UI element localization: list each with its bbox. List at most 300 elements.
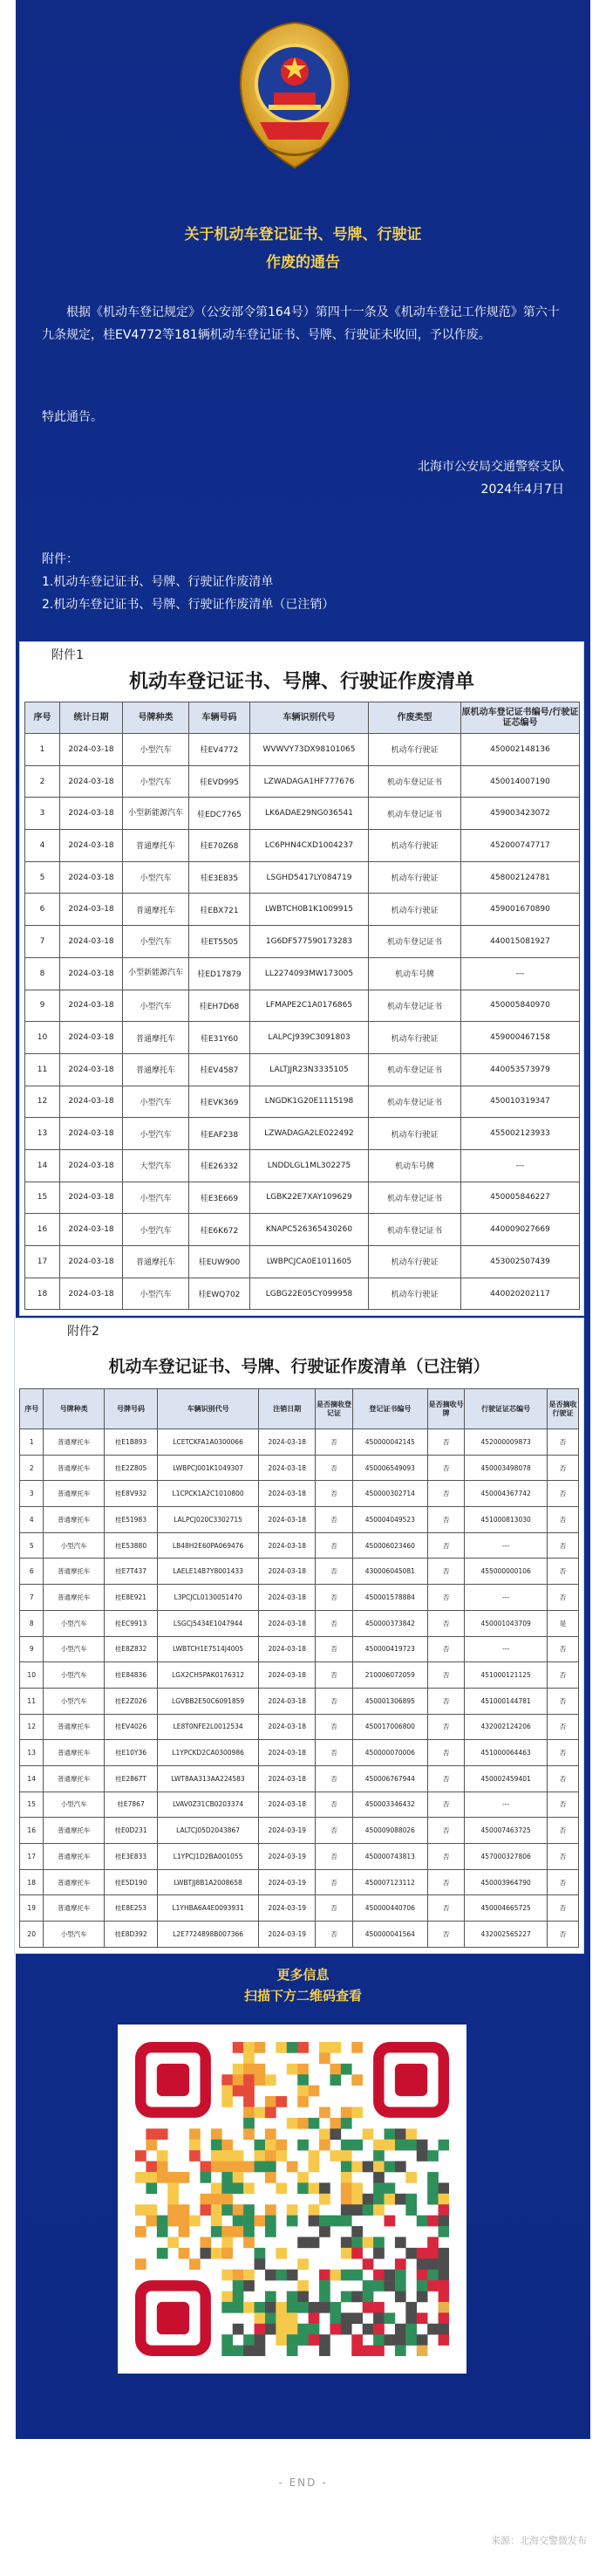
table-cell: 14 (20, 1765, 44, 1792)
table-cell: 否 (548, 1922, 579, 1948)
table-cell: 2024-03-18 (259, 1636, 316, 1662)
attachment2-label: 附件2 (67, 1325, 99, 1339)
table-cell: 桂E7867 (104, 1792, 157, 1818)
table-cell: 12 (25, 1086, 60, 1118)
table-cell: 机动车登记证书 (369, 926, 461, 958)
table-cell: 2024-03-18 (60, 1086, 123, 1118)
issue-date: 2024年4月7日 (480, 483, 564, 497)
table-cell: 8 (20, 1610, 44, 1636)
table-cell: 桂EV4026 (104, 1714, 157, 1740)
table-row (25, 861, 580, 894)
table-cell: 否 (548, 1765, 579, 1792)
table-cell: 8 (25, 957, 60, 990)
table-cell: LALTCJ05D2043867 (158, 1818, 259, 1844)
table-cell: 桂E5D190 (104, 1869, 157, 1895)
table-cell: 450000041564 (352, 1922, 427, 1948)
table-cell: 桂E1B893 (104, 1429, 157, 1456)
table-cell: 小型汽车 (123, 765, 189, 798)
table-cell: 19 (20, 1895, 44, 1922)
table-cell: 452000747717 (461, 830, 580, 862)
table-cell: 否 (316, 1559, 352, 1585)
table-cell: 桂EWQ702 (189, 1278, 250, 1310)
sheet2-header-2: 号牌号码 (104, 1389, 157, 1429)
table-cell: 否 (428, 1455, 465, 1481)
table-cell: KNAPC526365430260 (250, 1214, 369, 1246)
sheet1-header-3: 车辆号码 (189, 702, 250, 734)
table-cell: WVWVY73DX98101065 (250, 734, 369, 766)
table-cell: LALTJJR23N3335105 (250, 1053, 369, 1086)
table-cell: 2024-03-18 (60, 894, 123, 926)
table-cell: 桂ED17879 (189, 957, 250, 990)
table-row (20, 1429, 579, 1456)
table-cell: 1G6DF577590173283 (250, 926, 369, 958)
table-cell: 2024-03-18 (259, 1559, 316, 1585)
table-cell: 机动车登记证书 (369, 1086, 461, 1118)
table-cell: 否 (428, 1507, 465, 1533)
table-cell: 小型汽车 (44, 1662, 105, 1689)
table-cell: 机动车行驶证 (369, 894, 461, 926)
table-cell: 否 (316, 1662, 352, 1689)
table-cell: 2024-03-18 (60, 765, 123, 798)
table-cell: 459000467158 (461, 1022, 580, 1054)
table-cell: 否 (428, 1610, 465, 1636)
table-cell: 桂E8Z832 (104, 1636, 157, 1662)
table-cell: LALPCJ939C3091803 (250, 1022, 369, 1054)
table-cell: 458002124781 (461, 861, 580, 894)
table-cell: L1YPCJ1D2BA001055 (158, 1844, 259, 1870)
table-cell: 440053573979 (461, 1053, 580, 1086)
table-cell: --- (465, 1532, 548, 1559)
table-row (20, 1869, 579, 1895)
table-cell: 450000042145 (352, 1429, 427, 1456)
table-cell: 18 (25, 1278, 60, 1310)
sheet1-header-6: 原机动车登记证书编号/行驶证证芯编号 (461, 702, 580, 734)
table-cell: L2E7724898B007366 (158, 1922, 259, 1948)
table-cell: 4 (25, 830, 60, 862)
table-row (20, 1662, 579, 1689)
table-cell: 否 (428, 1740, 465, 1766)
table-row (25, 798, 580, 830)
table-cell: 2024-03-18 (60, 798, 123, 830)
table-cell: LFMAPE2C1A0176865 (250, 990, 369, 1022)
table-cell: 15 (20, 1792, 44, 1818)
table-cell: 459001670890 (461, 894, 580, 926)
attachment1-table (24, 702, 580, 1310)
table-cell: 2024-03-18 (259, 1455, 316, 1481)
table-row (25, 894, 580, 926)
table-cell: 450004367742 (465, 1481, 548, 1507)
table-cell: 否 (316, 1895, 352, 1922)
qr-code-card[interactable] (118, 2024, 466, 2374)
table-cell: 否 (548, 1818, 579, 1844)
table-row (20, 1610, 579, 1636)
table-cell: LWBPCJCA0E1011605 (250, 1246, 369, 1278)
table-cell: 432002565227 (465, 1922, 548, 1948)
table-cell: 455002123933 (461, 1118, 580, 1150)
table-cell: 451000144781 (465, 1688, 548, 1714)
table-row (25, 1053, 580, 1086)
table-cell: 普通摩托车 (44, 1429, 105, 1456)
table-cell: 450000743813 (352, 1844, 427, 1870)
table-cell: 450004665725 (465, 1895, 548, 1922)
table-row (20, 1922, 579, 1948)
notice-title-line2: 作废的通告 (266, 254, 340, 271)
table-cell: 否 (548, 1429, 579, 1456)
table-cell: 否 (428, 1585, 465, 1611)
table-cell: 机动车登记证书 (369, 1182, 461, 1214)
table-cell: 11 (20, 1688, 44, 1714)
table-cell: 450003498078 (465, 1455, 548, 1481)
table-cell: 否 (548, 1636, 579, 1662)
table-cell: 3 (25, 798, 60, 830)
table-cell: 小型新能源汽车 (123, 798, 189, 830)
table-cell: 桂E6K672 (189, 1214, 250, 1246)
end-marker: - END - (278, 2477, 328, 2489)
table-cell: 否 (316, 1792, 352, 1818)
table-cell: 2024-03-18 (259, 1714, 316, 1740)
table-cell: LCETCKFA1A0300066 (158, 1429, 259, 1456)
table-cell: 小型汽车 (123, 990, 189, 1022)
attachment1-label: 附件1 (51, 648, 84, 662)
table-cell: LE8T0NFE2L0012534 (158, 1714, 259, 1740)
table-cell: --- (465, 1585, 548, 1611)
table-cell: 否 (428, 1532, 465, 1559)
table-cell: 12 (20, 1714, 44, 1740)
table-cell: L3PCJCL0130051470 (158, 1585, 259, 1611)
table-cell: 桂EUW900 (189, 1246, 250, 1278)
table-cell: 450003346432 (352, 1792, 427, 1818)
table-cell: 2024-03-18 (60, 1278, 123, 1310)
table-cell: LGX2CH5PAK0176312 (158, 1662, 259, 1689)
table-cell: 9 (20, 1636, 44, 1662)
table-cell: 小型汽车 (44, 1922, 105, 1948)
table-cell: 普通摩托车 (123, 1246, 189, 1278)
table-cell: 小型汽车 (44, 1688, 105, 1714)
sheet2-header-5: 是否摘收登记证 (316, 1389, 352, 1429)
table-cell: 桂E8D392 (104, 1922, 157, 1948)
table-cell: 是 (548, 1610, 579, 1636)
table-cell: 普通摩托车 (44, 1481, 105, 1507)
table-cell: 451000064463 (465, 1740, 548, 1766)
table-cell: 桂EAF238 (189, 1118, 250, 1150)
table-cell: 小型新能源汽车 (123, 957, 189, 990)
table-cell: LWBTCH1E7514J4005 (158, 1636, 259, 1662)
table-cell: 450010319347 (461, 1086, 580, 1118)
table-cell: 桂E7T437 (104, 1559, 157, 1585)
table-row (20, 1559, 579, 1585)
table-cell: LC6PHN4CXD1004237 (250, 830, 369, 862)
table-cell: 桂E3E669 (189, 1182, 250, 1214)
table-cell: 桂E26332 (189, 1149, 250, 1182)
table-row (25, 765, 580, 798)
table-cell: 普通摩托车 (44, 1714, 105, 1740)
table-cell: LSGCJ5434E1047944 (158, 1610, 259, 1636)
table-cell: 桂EV4772 (189, 734, 250, 766)
table-cell: 否 (548, 1481, 579, 1507)
table-row (20, 1895, 579, 1922)
police-emblem-icon (234, 17, 356, 175)
table-cell: 普通摩托车 (123, 1053, 189, 1086)
table-cell: 450002148136 (461, 734, 580, 766)
table-cell: 2024-03-18 (60, 1022, 123, 1054)
table-cell: 小型汽车 (123, 861, 189, 894)
table-row (20, 1481, 579, 1507)
table-cell: 451000121125 (465, 1662, 548, 1689)
table-cell: 440015081927 (461, 926, 580, 958)
table-cell: 2024-03-18 (259, 1662, 316, 1689)
sheet2-header-3: 车辆识别代号 (158, 1389, 259, 1429)
table-cell: 普通摩托车 (44, 1895, 105, 1922)
table-cell: LGBG22E05CY099958 (250, 1278, 369, 1310)
table-cell: LVAV0Z31CB0203374 (158, 1792, 259, 1818)
table-cell: 否 (316, 1688, 352, 1714)
table-cell: 机动车号牌 (369, 957, 461, 990)
table-cell: 2024-03-18 (259, 1429, 316, 1456)
table-row (20, 1740, 579, 1766)
table-cell: 3 (20, 1481, 44, 1507)
table-cell: 小型汽车 (123, 734, 189, 766)
table-cell: 450003964790 (465, 1869, 548, 1895)
table-cell: 450000373842 (352, 1610, 427, 1636)
table-cell: 普通摩托车 (44, 1585, 105, 1611)
table-cell: 450007123112 (352, 1869, 427, 1895)
table-cell: 否 (316, 1532, 352, 1559)
table-cell: 18 (20, 1869, 44, 1895)
issuer-block (418, 456, 564, 501)
notice-body: 根据《机动车登记规定》（公安部令第164号）第四十一条及《机动车登记工作规范》第六十九条规定，桂EV4772等181辆机动车登记证书、号牌、行驶证未收回，予以作废。 (42, 305, 560, 342)
table-cell: 否 (316, 1585, 352, 1611)
table-row (20, 1688, 579, 1714)
table-cell: 455000000106 (465, 1559, 548, 1585)
table-cell: 小型汽车 (123, 1214, 189, 1246)
table-cell: 2024-03-18 (259, 1481, 316, 1507)
table-cell: 10 (20, 1662, 44, 1689)
table-cell: 否 (316, 1507, 352, 1533)
table-cell: 否 (548, 1869, 579, 1895)
table-cell: 桂E31Y60 (189, 1022, 250, 1054)
table-cell: 桂E2867T (104, 1765, 157, 1792)
table-cell: 否 (428, 1481, 465, 1507)
table-cell: 20 (20, 1922, 44, 1948)
table-cell: 桂E51983 (104, 1507, 157, 1533)
sheet2-header-6: 登记证书编号 (352, 1389, 427, 1429)
sheet2-header-7: 是否摘收号牌 (428, 1389, 465, 1429)
table-cell: 否 (548, 1455, 579, 1481)
table-cell: 否 (316, 1922, 352, 1948)
table-cell: LB48H2E60PA069476 (158, 1532, 259, 1559)
table-cell: 普通摩托车 (44, 1869, 105, 1895)
table-cell: 普通摩托车 (44, 1818, 105, 1844)
table-row (20, 1818, 579, 1844)
table-cell: 否 (316, 1740, 352, 1766)
table-cell: 否 (428, 1792, 465, 1818)
table-cell: 450000070006 (352, 1740, 427, 1766)
table-cell: 普通摩托车 (123, 830, 189, 862)
table-cell: 9 (25, 990, 60, 1022)
table-row (20, 1585, 579, 1611)
table-cell: 否 (548, 1585, 579, 1611)
table-cell: 机动车登记证书 (369, 1053, 461, 1086)
table-cell: 450001043709 (465, 1610, 548, 1636)
table-cell: 2024-03-18 (60, 734, 123, 766)
attachment1-title: 机动车登记证书、号牌、行驶证作废清单 (128, 671, 474, 693)
table-cell: 否 (428, 1559, 465, 1585)
table-cell: 桂E8E253 (104, 1895, 157, 1922)
attachments-label: 附件： (42, 552, 78, 566)
table-cell: 10 (25, 1022, 60, 1054)
table-cell: 普通摩托车 (44, 1559, 105, 1585)
sheet1-header-2: 号牌种类 (123, 702, 189, 734)
table-cell: 桂E53880 (104, 1532, 157, 1559)
table-cell: L1CPCK1A2C1010800 (158, 1481, 259, 1507)
table-cell: 桂E8V932 (104, 1481, 157, 1507)
table-row (25, 926, 580, 958)
table-cell: 否 (548, 1662, 579, 1689)
table-cell: 450004049523 (352, 1507, 427, 1533)
table-cell: 否 (428, 1869, 465, 1895)
table-cell: 2024-03-18 (60, 1182, 123, 1214)
table-cell: LNDDLGL1ML302275 (250, 1149, 369, 1182)
table-cell: 17 (20, 1844, 44, 1870)
table-row (25, 734, 580, 766)
table-row (25, 957, 580, 990)
table-cell: 210006072059 (352, 1662, 427, 1689)
table-cell: 小型汽车 (123, 1118, 189, 1150)
table-row (25, 1086, 580, 1118)
table-cell: 450000302714 (352, 1481, 427, 1507)
table-cell: 否 (316, 1429, 352, 1456)
table-cell: 机动车行驶证 (369, 1278, 461, 1310)
issuer-name: 北海市公安局交通警察支队 (418, 460, 564, 474)
table-cell: 机动车登记证书 (369, 798, 461, 830)
table-cell: 小型汽车 (123, 1086, 189, 1118)
table-cell: 普通摩托车 (44, 1507, 105, 1533)
table-cell: 2024-03-18 (60, 861, 123, 894)
table-cell: 2024-03-18 (60, 957, 123, 990)
sheet2-header-8: 行驶证证芯编号 (465, 1389, 548, 1429)
table-cell: 2024-03-18 (259, 1585, 316, 1611)
table-cell: 否 (428, 1844, 465, 1870)
table-cell: 1 (25, 734, 60, 766)
table-row (20, 1792, 579, 1818)
table-row (20, 1844, 579, 1870)
table-cell: 否 (316, 1636, 352, 1662)
table-row (20, 1765, 579, 1792)
table-cell: 450007463725 (465, 1818, 548, 1844)
table-cell: --- (461, 957, 580, 990)
table-cell: 小型汽车 (44, 1636, 105, 1662)
table-cell: 机动车登记证书 (369, 990, 461, 1022)
table-cell: 否 (548, 1792, 579, 1818)
table-cell: LL2274093MW173005 (250, 957, 369, 990)
sheet1-header-5: 作废类型 (369, 702, 461, 734)
table-cell: LALPCJ020C3302715 (158, 1507, 259, 1533)
table-cell: 450006767944 (352, 1765, 427, 1792)
attachment2-sheet (14, 1318, 584, 1954)
table-cell: 17 (25, 1246, 60, 1278)
table-cell: 450001306895 (352, 1688, 427, 1714)
table-row (25, 1214, 580, 1246)
table-cell: 桂EC9913 (104, 1610, 157, 1636)
table-cell: 普通摩托车 (44, 1765, 105, 1792)
table-cell: 小型汽车 (44, 1532, 105, 1559)
table-cell: 13 (20, 1740, 44, 1766)
table-cell: 否 (316, 1818, 352, 1844)
table-cell: 否 (316, 1844, 352, 1870)
sheet1-header-1: 统计日期 (60, 702, 123, 734)
table-cell: 桂EV4587 (189, 1053, 250, 1086)
table-cell: 430006045081 (352, 1559, 427, 1585)
table-cell: 否 (548, 1507, 579, 1533)
table-cell: 7 (25, 926, 60, 958)
qr-code-icon[interactable] (135, 2042, 449, 2356)
table-cell: 450005846227 (461, 1182, 580, 1214)
table-cell: 2024-03-18 (60, 1053, 123, 1086)
table-cell: 桂ET5505 (189, 926, 250, 958)
table-cell: 小型汽车 (44, 1792, 105, 1818)
table-cell: 否 (548, 1532, 579, 1559)
table-cell: LWT8AA313AA224583 (158, 1765, 259, 1792)
table-cell: 459003423072 (461, 798, 580, 830)
table-cell: 11 (25, 1053, 60, 1086)
table-cell: LGBK22E7XAY109629 (250, 1182, 369, 1214)
table-cell: 否 (316, 1455, 352, 1481)
table-cell: 桂EBX721 (189, 894, 250, 926)
table-cell: 否 (316, 1869, 352, 1895)
table-cell: 432002124206 (465, 1714, 548, 1740)
table-cell: 15 (25, 1182, 60, 1214)
table-cell: 2024-03-18 (259, 1532, 316, 1559)
table-cell: 451000813030 (465, 1507, 548, 1533)
table-cell: 桂E2Z805 (104, 1455, 157, 1481)
table-cell: --- (465, 1636, 548, 1662)
table-cell: 2024-03-19 (259, 1895, 316, 1922)
table-cell: 2024-03-18 (60, 1246, 123, 1278)
table-cell: 桂EDC7765 (189, 798, 250, 830)
table-cell: 2024-03-18 (259, 1507, 316, 1533)
table-cell: 否 (548, 1559, 579, 1585)
table-cell: 6 (25, 894, 60, 926)
table-cell: 2024-03-18 (60, 990, 123, 1022)
table-cell: 2024-03-18 (259, 1740, 316, 1766)
table-cell: 450002459401 (465, 1765, 548, 1792)
table-cell: 6 (20, 1559, 44, 1585)
table-row (25, 830, 580, 862)
table-cell: 桂EVK369 (189, 1086, 250, 1118)
table-cell: 桂E8E921 (104, 1585, 157, 1611)
table-cell: 2024-03-18 (60, 926, 123, 958)
table-cell: 2 (20, 1455, 44, 1481)
table-row (20, 1714, 579, 1740)
table-cell: 450006549093 (352, 1455, 427, 1481)
table-cell: 否 (548, 1844, 579, 1870)
table-cell: L1YHBA6A4E0093931 (158, 1895, 259, 1922)
table-cell: 4 (20, 1507, 44, 1533)
table-cell: 否 (428, 1765, 465, 1792)
table-cell: 457000327806 (465, 1844, 548, 1870)
table-cell: 否 (428, 1895, 465, 1922)
table-cell: 机动车登记证书 (369, 765, 461, 798)
table-cell: 否 (316, 1481, 352, 1507)
table-cell: LZWADAGA1HF777676 (250, 765, 369, 798)
table-cell: 小型汽车 (123, 1182, 189, 1214)
sheet2-header-4: 注销日期 (259, 1389, 316, 1429)
table-cell: 2024-03-18 (259, 1610, 316, 1636)
table-cell: LWBPCJ001K1049307 (158, 1455, 259, 1481)
table-cell: 2024-03-18 (60, 1149, 123, 1182)
table-cell: 440020202117 (461, 1278, 580, 1310)
table-cell: LNGDK1G20E1115198 (250, 1086, 369, 1118)
